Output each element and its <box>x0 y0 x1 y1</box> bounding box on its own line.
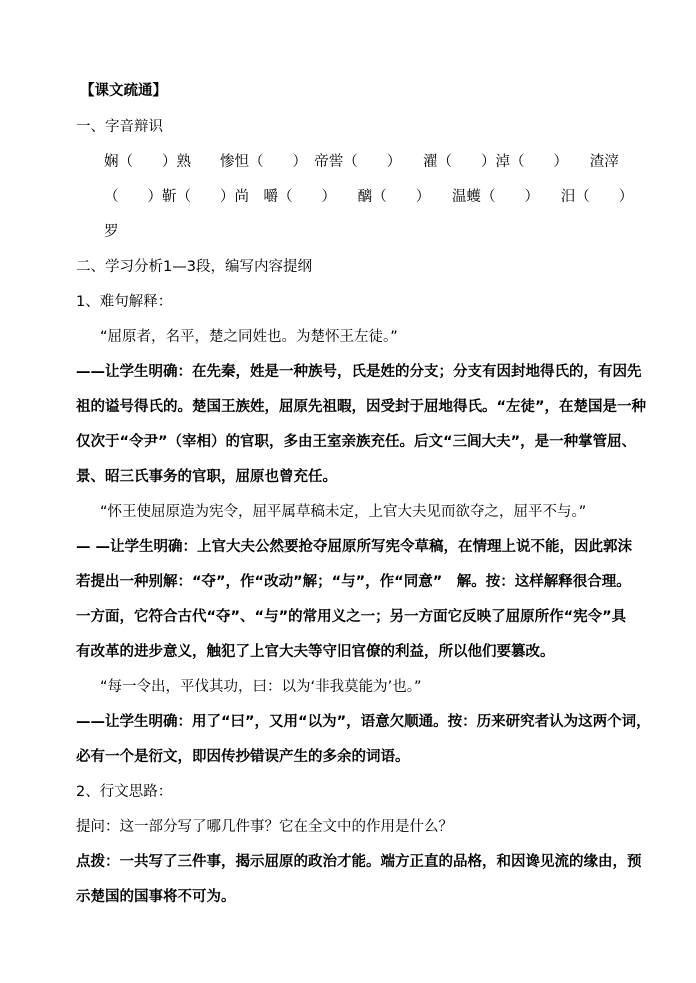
quote-1: “屈原者，名平，楚之同姓也。为楚怀王左徒。” <box>100 329 398 345</box>
quote-2: “怀王使屈原造为宪令，屈平属草稿未定，上官大夫见而欲夺之，屈平不与。” <box>100 504 587 520</box>
note-2-line-2: 若提出一种别解：“夺”，作“改动”解；“与”，作“同意” 解。按：这样解释很合理。 <box>76 574 631 590</box>
note-1-line-2: 祖的谥号得氏的。楚国王族姓，屈原先祖暇，因受封于屈地得氏。“左徒”，在楚国是一种 <box>76 399 647 415</box>
pronunciation-row-1: 娴（ ）熟 惨怛（ ） 帝喾（ ） 濯（ ）淖（ ） 渣滓 <box>104 154 619 170</box>
lesson-heading: 【课文疏通】 <box>80 83 167 99</box>
section1-title: 一、字音辩识 <box>76 119 163 135</box>
item1-title: 1、难句解释： <box>76 294 173 310</box>
pronunciation-row-2: （ ）靳（ ）尚 嚼（ ） 醨（ ） 温蠖（ ） 汨（ ） <box>104 189 634 205</box>
quote-3: “每一令出，平伐其功，曰：以为‘非我莫能为’也。” <box>100 679 422 695</box>
pronunciation-row-3: 罗 <box>104 224 119 240</box>
note-1-line-4: 景、昭三氏事务的官职，屈原也曾充任。 <box>76 469 337 485</box>
note-2-line-4: 有改革的进步意义，触犯了上官大夫等守旧官僚的利益，所以他们要篡改。 <box>76 644 555 660</box>
note-1-line-1: ——让学生明确：在先秦，姓是一种族号，氏是姓的分支；分支有因封地得氏的，有因先 <box>76 364 642 380</box>
item2-title: 2、行文思路： <box>76 784 173 800</box>
section2-title: 二、学习分析1—3段，编写内容提纲 <box>76 259 312 275</box>
question-line: 提问：这一部分写了哪几件事？它在全文中的作用是什么？ <box>76 819 453 835</box>
note-2-line-1: — —让学生明确：上官大夫公然要抢夺屈原所写宪令草稿，在情理上说不能，因此郭沫 <box>76 539 633 555</box>
answer-line-2: 示楚国的国事将不可为。 <box>76 889 236 905</box>
note-2-line-3: 一方面，它符合古代“夺”、“与”的常用义之一；另一方面它反映了屈原所作“宪令”具 <box>76 609 627 625</box>
note-3-line-1: ——让学生明确：用了“曰”，又用“以为”，语意欠顺通。按：历来研究者认为这两个词， <box>76 714 651 730</box>
note-1-line-3: 仅次于“令尹”（宰相）的官职，多由王室亲族充任。后文“三闾大夫”，是一种掌管屈、 <box>76 434 637 450</box>
note-3-line-2: 必有一个是衍文，即因传抄错误产生的多余的词语。 <box>76 749 410 765</box>
answer-line-1: 点拨：一共写了三件事，揭示屈原的政治才能。端方正直的品格，和因谗见流的缘由，预 <box>76 854 642 870</box>
